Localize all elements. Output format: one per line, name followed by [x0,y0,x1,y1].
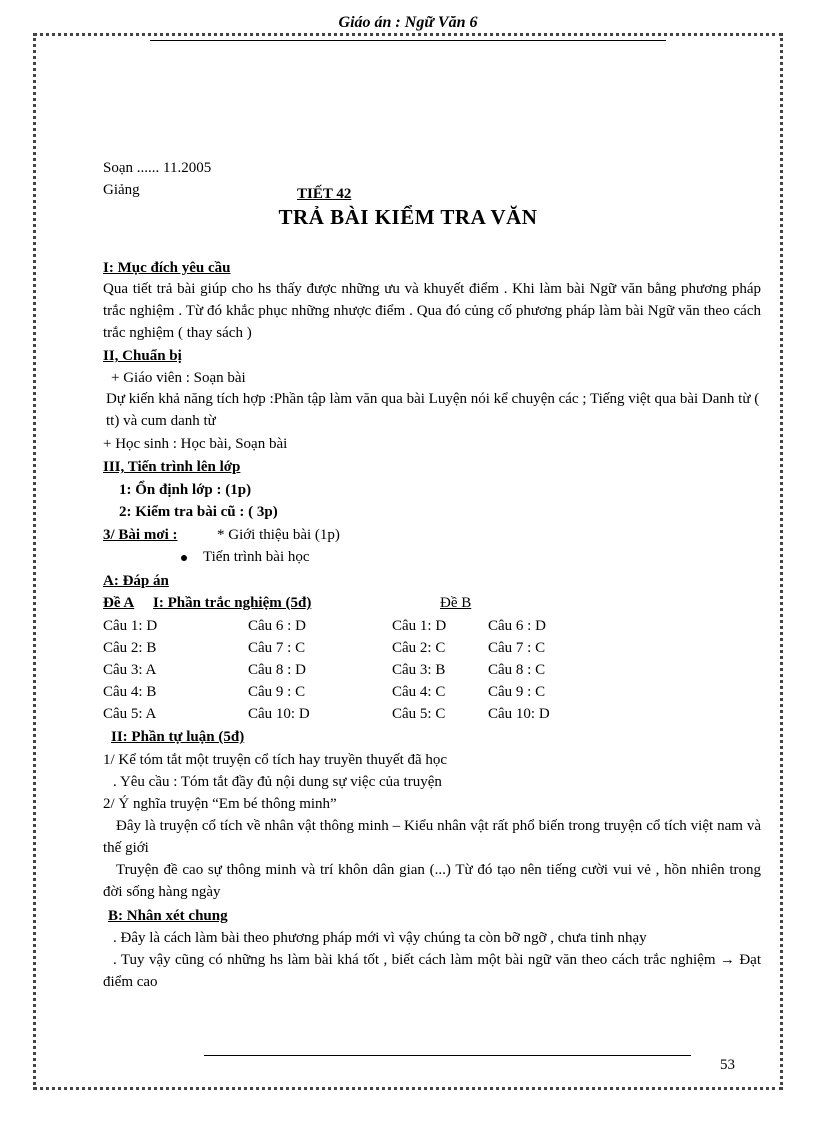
page-header-title: Giáo án : Ngữ Văn 6 [338,14,478,31]
answer-paragraph-1: Đây là truyện cổ tích về nhân vật thông minh – Kiểu nhân vật rất phổ biến trong truyện cổ tích việt nam và thế giới [103,818,761,856]
nhan-xet-1: . Đây là cách làm bài theo phương pháp mới vì vậy chúng ta còn bỡ ngỡ , chưa tinh nhạy [113,930,647,946]
answer-a8: Câu 8 : D [248,662,306,678]
bai-moi-label: 3/ Bài mơi : [103,527,178,543]
answer-b4: Câu 4: C [392,684,446,700]
nhan-xet-2 [103,949,761,993]
giao-vien-line: + Giáo viên : Soạn bài [111,370,246,386]
soan-date: Soạn ...... 11.2005 [103,160,212,176]
section-1-text: Qua tiết trả bài giúp cho hs thấy được những ưu và khuyết điểm . Khi làm bài Ngữ văn bằng phương pháp trắc nghiệm . Từ đó khắc phục những nhược điểm . Qua đó củng cố phương pháp làm bài Ngữ văn theo cách trắc nghiệm ( thay sách ) [103,281,761,341]
section-3-heading: III, Tiến trình lên lớp [103,459,241,475]
answer-a1: Câu 1: D [103,618,158,634]
answer-b9: Câu 9 : C [488,684,546,700]
answer-a10: Câu 10: D [248,706,310,722]
answer-a9: Câu 9 : C [248,684,306,700]
part-1-heading: I: Phần trắc nghiệm (5đ) [153,595,312,611]
answer-b5: Câu 5: C [392,706,446,722]
answer-b1: Câu 1: D [392,618,447,634]
answer-b3: Câu 3: B [392,662,446,678]
answer-a5: Câu 5: A [103,706,157,722]
du-kien-text: Dự kiến khả năng tích hợp :Phần tập làm văn qua bài Luyện nói kể chuyện các ; Tiếng việt qua bài Danh từ ( tt) và cum danh từ [106,391,760,429]
lesson-number: TIẾT 42 [297,186,352,202]
answer-b8: Câu 8 : C [488,662,546,678]
answer-a6: Câu 6 : D [248,618,306,634]
bullet-text: Tiến trình bài học [203,549,310,565]
step-2: 2: Kiểm tra bài cũ : ( 3p) [119,504,278,520]
bullet-icon [181,555,187,561]
answer-b2: Câu 2: C [392,640,446,656]
section-2-heading: II, Chuẩn bị [103,348,182,364]
section-1-heading: I: Mục đích yêu cầu [103,260,231,276]
step-1: 1: Ổn định lớp : (1p) [119,482,252,498]
nhan-xet-2-text: . Tuy vậy cũng có những hs làm bài khá tốt , biết cách làm một bài ngữ văn theo cách trắc nghiệm [113,952,716,968]
answer-a2: Câu 2: B [103,640,157,656]
answer-a4: Câu 4: B [103,684,157,700]
question-1: 1/ Kể tóm tắt một truyện cổ tích hay truyền thuyết đã học [103,752,448,768]
de-b-label: Đề B [440,595,472,611]
page-number: 53 [720,1057,735,1073]
bullet-item [181,547,310,567]
part-2-heading: II: Phần tự luận (5đ) [111,729,245,745]
giang-label: Giảng [103,182,140,198]
answer-b6: Câu 6 : D [488,618,546,634]
nhan-xet-heading: B: Nhân xét chung [108,908,228,924]
bai-moi-text: * Giới thiệu bài (1p) [217,527,340,543]
dap-an-heading: A: Đáp án [103,573,169,589]
nhan-xet-result: Đạt điểm cao [103,952,762,990]
answer-b7: Câu 7 : C [488,640,546,656]
answer-b10: Câu 10: D [488,706,550,722]
lesson-title: TRẢ BÀI KIỂM TRA VĂN [278,205,538,229]
answer-a3: Câu 3: A [103,662,157,678]
question-2: 2/ Ý nghĩa truyện “Em bé thông minh” [103,796,337,812]
de-a-label: Đề A [103,595,135,611]
arrow-right-icon: → [719,952,735,968]
footer-rule [204,1055,691,1056]
hoc-sinh-line: + Học sinh : Học bài, Soạn bài [103,436,288,452]
answer-paragraph-2: Truyện đề cao sự thông minh và trí khôn dân gian (...) Từ đó tạo nên tiếng cười vui vẻ , hồn nhiên trong đời sống hàng ngày [103,862,761,900]
answer-a7: Câu 7 : C [248,640,306,656]
question-1-requirement: . Yêu cầu : Tóm tắt đầy đủ nội dung sự việc của truyện [113,774,442,790]
